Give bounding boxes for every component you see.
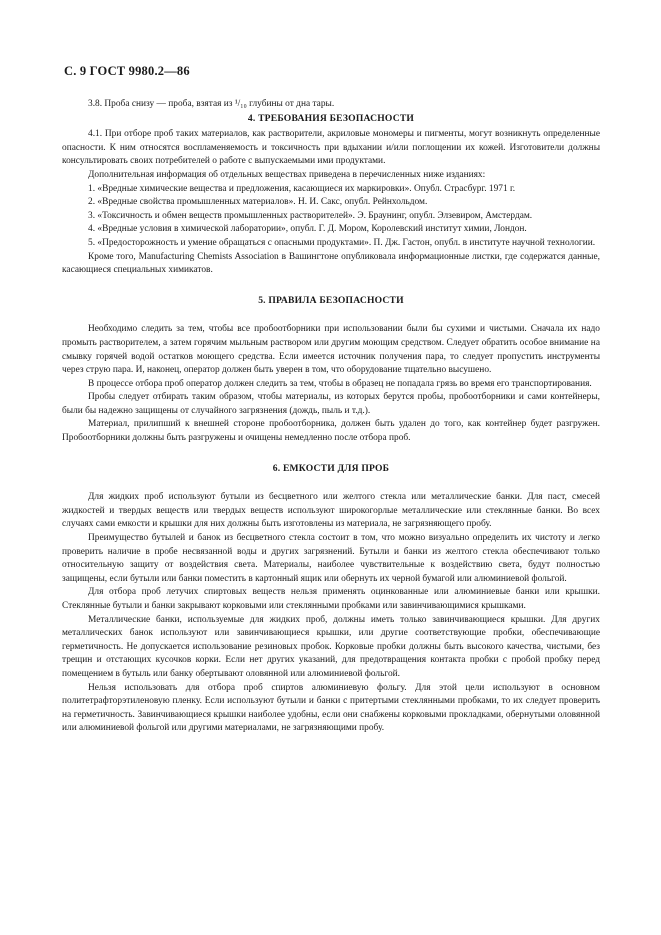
section-4-paragraph: Дополнительная информация об отдельных веществах приведена в перечисленных ниже изданиях: [88, 169, 486, 180]
section-4-title: 4. ТРЕБОВАНИЯ БЕЗОПАСНОСТИ [247, 112, 415, 124]
section-6-paragraph: Для отбора проб летучих спиртовых веществ нельзя применять оцинкованные или алюминиевые банки или крышки. Стеклянные бутыли и банки закрывают корковыми или стеклянными пробками или завинчивающимися крышками. [62, 587, 600, 611]
reference-item: 3. «Токсичность и обмен веществ промышленных растворителей». Э. Браунинг, опубл. Элзевиром, Амстердам. [88, 210, 533, 221]
section-4-paragraph: 4.1. При отборе проб таких материалов, как растворители, акриловые мономеры и пигменты, могут возникнуть определенные опасности. К ним относятся воспламеняемость и токсичность при вдыхании и/или поглощении их кожей. Изготовители должны консультировать своих потребителей о работе с выпускаемыми ими продуктами. [62, 129, 600, 167]
section-4-paragraph: Кроме того, Manufacturing Chemists Association в Вашингтоне опубликовала информационные листки, где содержатся данные, касающиеся специальных химикатов. [62, 251, 600, 276]
reference-item: 4. «Вредные условия в химической лаборатории», опубл. Г. Д. Мором, Королевский институт химии, Лондон. [88, 224, 527, 235]
section-6-paragraph: Нельзя использовать для отбора проб спиртов алюминиевую фольгу. Для этой цели используют в основном политетрафторэтиленовую пленку. Если используют бутыли и банки с притертыми стеклянными пробками, то их следует проверить на герметичность. Завинчивающиеся крышки наиболее удобны, если они снабжены корковыми прокладками, обернутыми оловянной или алюминиевой фольгой или другими материалами, не загрязняющими пробу. [62, 682, 600, 734]
section-5-paragraph: Необходимо следить за тем, чтобы все пробоотборники при использовании были бы сухими и чистыми. Сначала их надо промыть растворителем, а затем горячим мыльным раствором или другим моющим средством. Следует обратить особое внимание на смывку горячей водой остатков моющего средства. Если имеется источник получения пара, то следует пропустить инструменты через струю пара. И, наконец, оператор должен быть уверен в том, что оборудование тщательно высушено. [62, 324, 600, 376]
section-5-paragraph: Материал, прилипший к внешней стороне пробоотборника, должен быть удален до того, как контейнер будет разгружен. Пробоотборники должны быть разгружены и очищены немедленно после отбора проб. [62, 419, 600, 444]
reference-item: 2. «Вредные свойства промышленных материалов». Н. И. Сакс, опубл. Рейнхольдом. [88, 197, 428, 208]
page-header: С. 9 ГОСТ 9980.2—86 [64, 64, 190, 78]
section-6-title: 6. ЕМКОСТИ ДЛЯ ПРОБ [272, 462, 390, 474]
clause-3-8: 3.8. Проба снизу — проба, взятая из ¹/₁₀ глубины от дна тары. [88, 99, 335, 109]
page-content [62, 98, 600, 736]
section-6-paragraph: Металлические банки, используемые для жидких проб, должны иметь только завинчивающиеся крышки. Для других металлических банок используют или завинчивающиеся крышки, или другие соответствующие пробки, обеспечивающие герметичность. Не допускается использование резиновых пробок. Корковые пробки должны быть высокого качества, чистыми, без трещин и отстающих кусочков корки. Если нет других указаний, для предотвращения контакта пробки с пробой пробку перед помещением в бутыль или банку обертывают оловянной или алюминиевой фольгой. [62, 614, 600, 679]
reference-item: 5. «Предосторожность и умение обращаться с опасными продуктами». П. Дж. Гастон, опубл. в институте научной технологии. [88, 237, 596, 248]
section-5-paragraph: В процессе отбора проб оператор должен следить за тем, чтобы в образец не попадала грязь во время его транспортирования. [88, 378, 592, 389]
reference-item: 1. «Вредные химические вещества и предложения, касающиеся их маркировки». Опубл. Страсбург. 1971 г. [88, 183, 516, 194]
section-5-title: 5. ПРАВИЛА БЕЗОПАСНОСТИ [258, 294, 404, 306]
section-5-paragraph: Пробы следует отбирать таким образом, чтобы материалы, из которых берутся пробы, пробоотборники и сами контейнеры, были бы надежно защищены от случайного загрязнения (дождь, пыль и т.д.). [62, 392, 600, 416]
section-6-paragraph: Для жидких проб используют бутыли из бесцветного или желтого стекла или металлические банки. Для паст, смесей жидкостей и твердых веществ или твердых веществ используют широкогорлые металлические или стеклянные банки. Во всех случаях сами емкости и крышки для них должны быть изготовлены из материала, не загрязняющего пробу. [62, 492, 600, 530]
section-6-paragraph: Преимущество бутылей и банок из бесцветного стекла состоит в том, что можно визуально определить их чистоту и легко проверить наличие в пробе несвязанной воды и других загрязнений. Бутыли и банки из желтого стекла обеспечивают только относительную защиту от воздействия света. Материалы, наиболее чувствительные к воздействию света, будут полностью защищены, если бутыли или банки поместить в картонный ящик или обернуть их черной бумагой или алюминиевой фольгой. [62, 533, 600, 584]
